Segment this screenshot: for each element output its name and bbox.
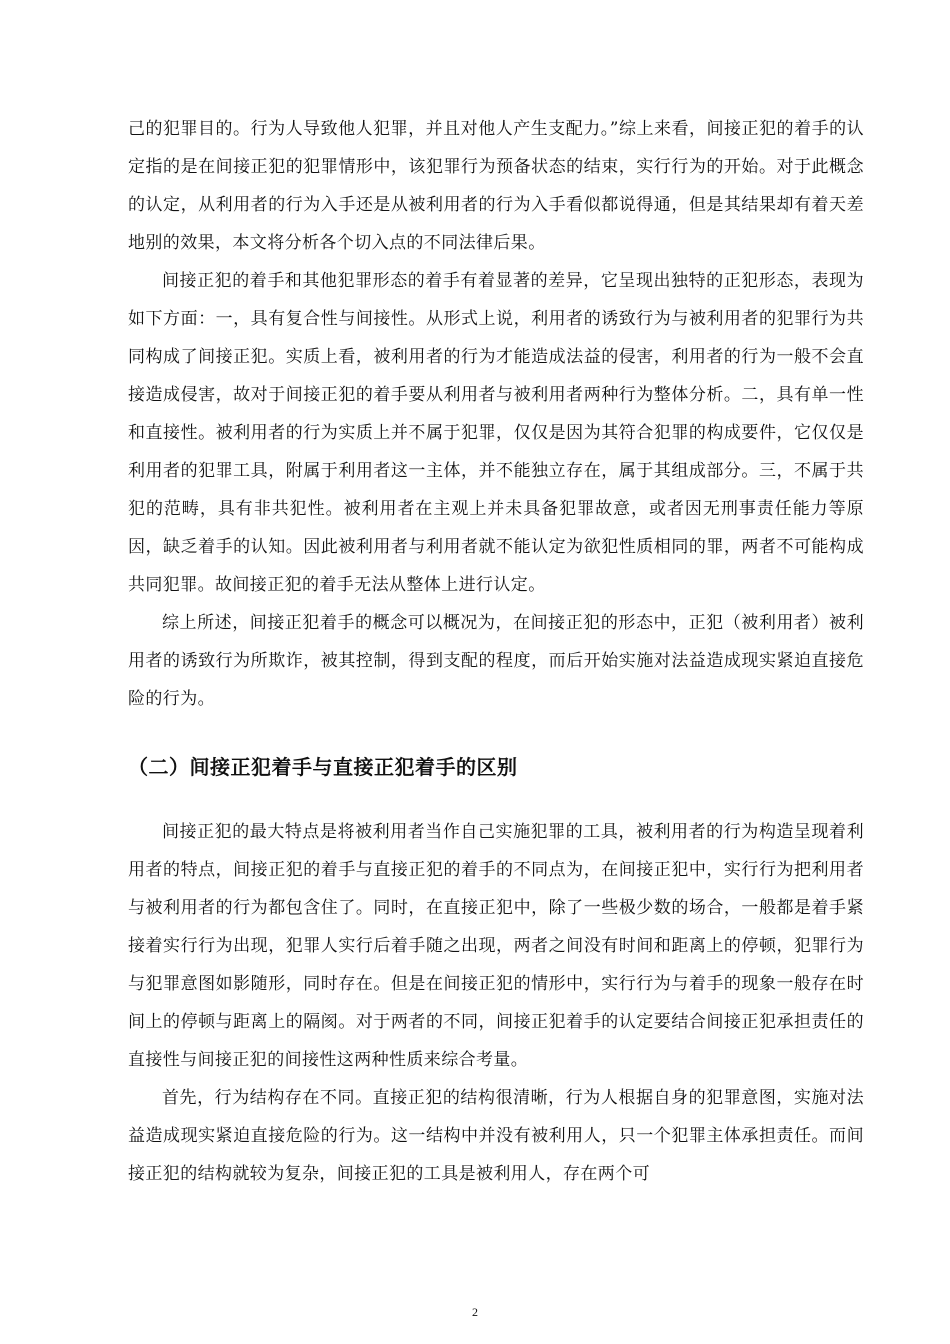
body-paragraph: 己的犯罪目的。行为人导致他人犯罪，并且对他人产生支配力。”综上来看，间接正犯的着手的认定指的是在间接正犯的犯罪情形中，该犯罪行为预备状态的结束，实行行为的开始。对于此概念的认定，从利用者的行为入手还是从被利用者的行为入手看似都说得通，但是其结果却有着天差地别的效果，本文将分析各个切入点的不同法律后果。 <box>128 119 864 253</box>
page-number: 2 <box>472 1305 478 1319</box>
section-heading: （二）间接正犯着手与直接正犯着手的区别 <box>128 755 518 779</box>
body-paragraph: 间接正犯的最大特点是将被利用者当作自己实施犯罪的工具，被利用者的行为构造呈现着利用者的特点，间接正犯的着手与直接正犯的着手的不同点为，在间接正犯中，实行行为把利用者与被利用者的行为都包含住了。同时，在直接正犯中，除了一些极少数的场合，一般都是着手紧接着实行行为出现，犯罪人实行后着手随之出现，两者之间没有时间和距离上的停顿，犯罪行为与犯罪意图如影随形，同时存在。但是在间接正犯的情形中，实行行为与着手的现象一般存在时间上的停顿与距离上的隔阂。对于两者的不同，间接正犯着手的认定要结合间接正犯承担责任的直接性与间接正犯的间接性这两种性质来综合考量。 <box>128 822 864 1070</box>
body-paragraph: 间接正犯的着手和其他犯罪形态的着手有着显著的差异，它呈现出独特的正犯形态，表现为如下方面：一，具有复合性与间接性。从形式上说，利用者的诱致行为与被利用者的犯罪行为共同构成了间接正犯。实质上看，被利用者的行为才能造成法益的侵害，利用者的行为一般不会直接造成侵害，故对于间接正犯的着手要从利用者与被利用者两种行为整体分析。二，具有单一性和直接性。被利用者的行为实质上并不属于犯罪，仅仅是因为其符合犯罪的构成要件，它仅仅是利用者的犯罪工具，附属于利用者这一主体，并不能独立存在，属于其组成部分。三，不属于共犯的范畴，具有非共犯性。被利用者在主观上并未具备犯罪故意，或者因无刑事责任能力等原因，缺乏着手的认知。因此被利用者与利用者就不能认定为欲犯性质相同的罪，两者不可能构成共同犯罪。故间接正犯的着手无法从整体上进行认定。 <box>128 271 864 595</box>
body-paragraph: 综上所述，间接正犯着手的概念可以概况为，在间接正犯的形态中，正犯（被利用者）被利用者的诱致行为所欺诈，被其控制，得到支配的程度，而后开始实施对法益造成现实紧迫直接危险的行为。 <box>128 613 864 709</box>
page-content <box>128 110 864 1193</box>
body-paragraph: 首先，行为结构存在不同。直接正犯的结构很清晰，行为人根据自身的犯罪意图，实施对法益造成现实紧迫直接危险的行为。这一结构中并没有被利用人，只一个犯罪主体承担责任。而间接正犯的结构就较为复杂，间接正犯的工具是被利用人，存在两个可 <box>128 1088 864 1184</box>
